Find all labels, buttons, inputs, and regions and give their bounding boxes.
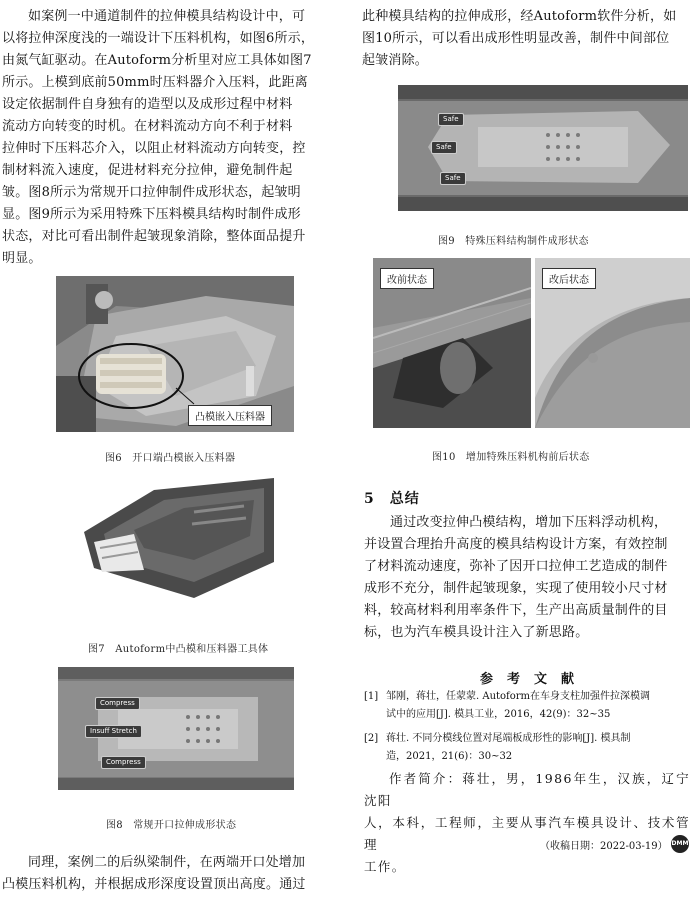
journal-logo-badge: DMM — [671, 835, 689, 853]
bio-line: 工作。 — [364, 859, 406, 874]
figure-8-tag-compress-bottom: Compress — [101, 756, 146, 769]
reference-line: 邹刚，蒋壮，任蒙蒙. Autoform在车身支柱加强件拉深模调 — [386, 691, 651, 702]
figure-8-caption: 图8 常规开口拉伸成形状态 — [106, 820, 237, 831]
text-line: 拉伸时下压料芯介入，以阻止材料流动方向转变，控 — [2, 141, 306, 156]
figure-8-image — [58, 667, 294, 790]
reference-line: 造，2021，21(6)：30~32 — [386, 751, 513, 762]
figure-10-before-image — [373, 258, 531, 428]
text-line: 明显。 — [2, 251, 42, 266]
figure-6-image — [56, 276, 294, 432]
section-heading: 5 总结 — [364, 491, 420, 507]
reference-line: 蒋壮. 不同分模线位置对尾端板成形性的影响[J]. 模具制 — [386, 733, 631, 744]
figure-10-after-label: 改后状态 — [542, 268, 596, 289]
left-paragraph-2 — [2, 852, 348, 896]
left-paragraph-1 — [2, 6, 348, 270]
figure-9-tag-safe-bottom: Safe — [440, 172, 466, 185]
figure-6-caption: 图6 开口端凸模嵌入压料器 — [105, 453, 236, 464]
text-line: 料，较高材料利用率条件下，生产出高质量制件的目 — [364, 603, 668, 618]
text-line: 状态，对比可看出制件起皱现象消除，整体面品提升 — [2, 229, 306, 244]
text-line: 此种模具结构的拉伸成形，经Autoform软件分析，如 — [362, 9, 677, 24]
figure-9-image — [398, 85, 688, 211]
figure-9-tag-safe-top: Safe — [438, 113, 464, 126]
figure-8-tag-insuff-stretch: Insuff Stretch — [85, 725, 142, 738]
figure-7-caption: 图7 Autoform中凸模和压料器工具体 — [88, 644, 269, 655]
figure-10-after-image — [535, 258, 690, 428]
reference-item — [364, 730, 690, 766]
reference-text — [386, 730, 690, 766]
text-line: 同理，案例二的后纵梁制件，在两端开口处增加 — [28, 855, 306, 870]
conclusion-paragraph — [364, 512, 690, 644]
right-paragraph-1 — [362, 6, 692, 72]
reference-number: [2] — [364, 733, 379, 744]
text-line: 皱。图8所示为常规开口拉伸制件成形状态，起皱明 — [2, 185, 301, 200]
text-line: 起皱消除。 — [362, 53, 429, 68]
author-bio — [364, 768, 690, 878]
received-date: （收稿日期：2022-03-19） — [540, 841, 668, 852]
text-line: 图10所示，可以看出成形性明显改善，制件中间部位 — [362, 31, 670, 46]
figure-10-before-label: 改前状态 — [380, 268, 434, 289]
text-line: 制材料流入速度，促进材料充分拉伸，避免制件起 — [2, 163, 293, 178]
text-line: 所示。上模到底前50mm时压料器介入压料，此距离 — [2, 75, 308, 90]
figure-9-caption: 图9 特殊压料结构制件成形状态 — [438, 236, 589, 247]
figure-6-callout-label: 凸模嵌入压料器 — [188, 405, 272, 426]
text-line: 成形不充分，制件起皱现象，实现了使用较小尺寸材 — [364, 581, 668, 596]
text-line: 通过改变拉伸凸模结构，增加下压料浮动机构， — [390, 515, 668, 530]
text-line: 显。图9所示为采用特殊下压料模具结构时制件成形 — [2, 207, 301, 222]
reference-number: [1] — [364, 691, 379, 702]
figure-10-caption: 图10 增加特殊压料机构前后状态 — [432, 452, 590, 463]
tooling-body-render — [74, 472, 280, 602]
text-line: 并设置合理抬升高度的模具结构设计方案，有效控制 — [364, 537, 668, 552]
text-line: 凸模压料机构，并根据成形深度设置顶出高度。通过 — [2, 877, 306, 892]
references-title: 参考文献 — [480, 672, 589, 687]
text-line: 以将拉伸深度浅的一端设计下压料机构，如图6所示， — [2, 31, 315, 46]
figure-9-tag-safe-middle: Safe — [431, 141, 457, 154]
text-line: 设定依据制件自身独有的造型以及成形过程中材料 — [2, 97, 293, 112]
figure-7-image — [74, 472, 280, 602]
text-line: 流动方向转变的时机。在材料流动方向不利于材料 — [2, 119, 293, 134]
bio-line: 人，本科，工程师，主要从事汽车模具设计、技术管理 — [364, 815, 690, 852]
reference-item — [364, 688, 690, 724]
text-line: 标，也为汽车模具设计注入了新思路。 — [364, 625, 589, 640]
text-line: 如案例一中通道制件的拉伸模具结构设计中，可 — [28, 9, 306, 24]
reference-text — [386, 688, 690, 724]
reference-line: 试中的应用[J]. 模具工业，2016，42(9)：32~35 — [386, 709, 611, 720]
text-line: 了材料流动速度，弥补了因开口拉伸工艺造成的制件 — [364, 559, 668, 574]
bio-line: 作者简介：蒋壮，男，1986年生，汉族，辽宁沈阳 — [364, 771, 690, 808]
figure-8-tag-compress-top: Compress — [95, 697, 140, 710]
text-line: 由氮气缸驱动。在Autoform分析里对应工具体如图7 — [2, 53, 312, 68]
